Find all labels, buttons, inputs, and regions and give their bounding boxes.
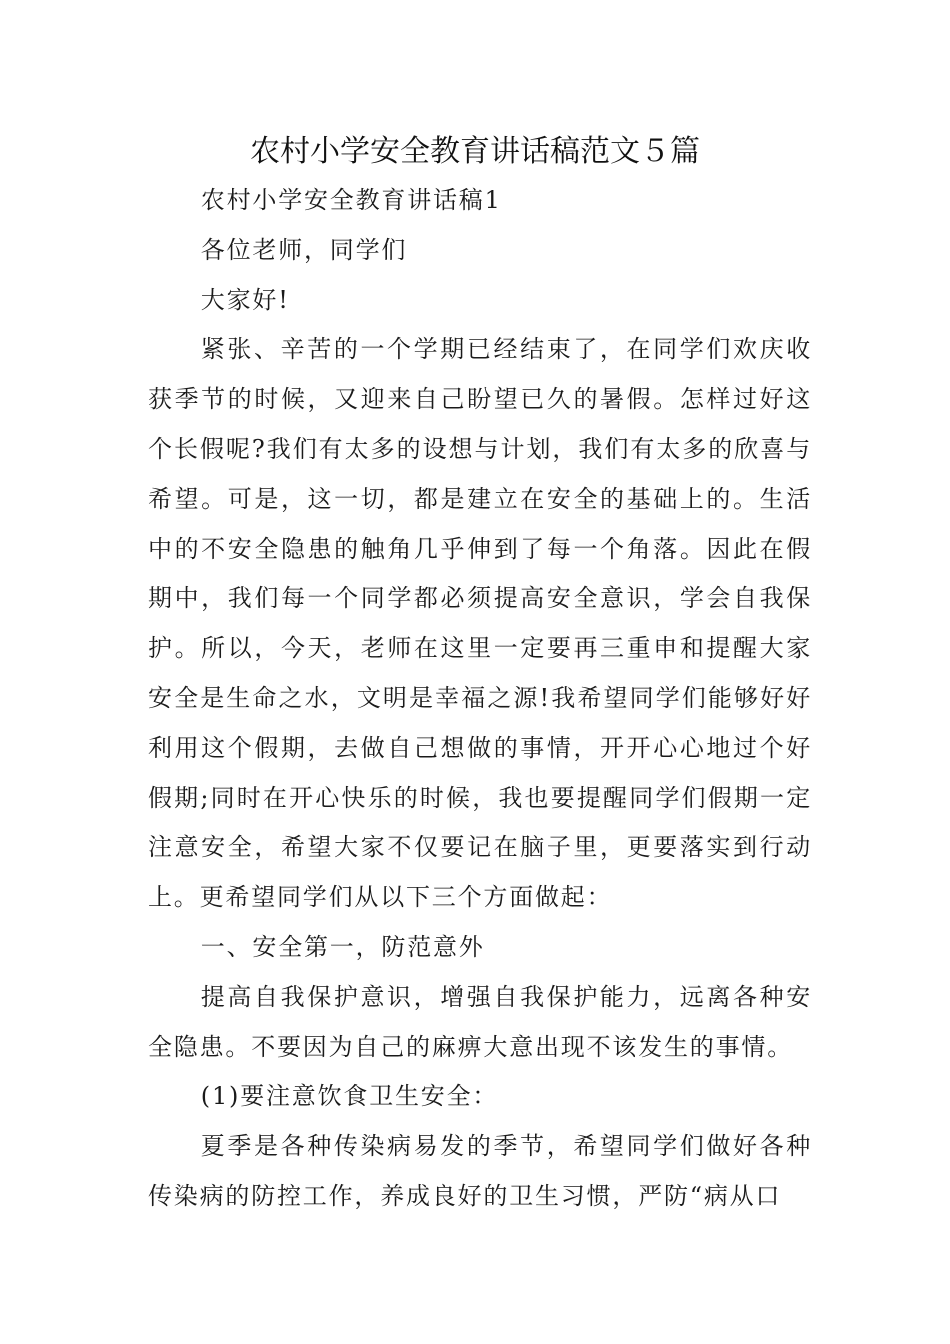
body-paragraph: 提高自我保护意识，增强自我保护能力，远离各种安全隐患。不要因为自己的麻痹大意出现不该发生的事情。 bbox=[148, 982, 812, 1061]
salutation: 各位老师，同学们 bbox=[200, 235, 408, 264]
subsection-heading: 一、安全第一，防范意外 bbox=[200, 932, 485, 961]
document-title: 农村小学安全教育讲话稿范文５篇 bbox=[250, 134, 700, 169]
greeting: 大家好! bbox=[200, 285, 290, 314]
body-paragraph: 夏季是各种传染病易发的季节，希望同学们做好各种传染病的防控工作，养成良好的卫生习惯，严防“病从口 bbox=[148, 1132, 812, 1210]
section-heading: 农村小学安全教育讲话稿1 bbox=[200, 186, 502, 214]
list-item-heading: (1)要注意饮食卫生安全： bbox=[200, 1082, 499, 1111]
body-paragraph: 紧张、辛苦的一个学期已经结束了，在同学们欢庆收获季节的时候，又迎来自己盼望已久的暑假。怎样过好这个长假呢?我们有太多的设想与计划，我们有太多的欣喜与希望。可是，这一切，都是建立在安全的基础上的。生活中的不安全隐患的触角几乎伸到了每一个角落。因此在假期中，我们每一个同学都必须提高安全意识，学会自我保护。所以，今天，老师在这里一定要再三重申和提醒大家安全是生命之水，文明是幸福之源!我希望同学们能够好好利用这个假期，去做自己想做的事情，开开心心地过个好假期;同时在开心快乐的时候，我也要提醒同学们假期一定注意安全，希望大家不仅要记在脑子里，更要落实到行动上。更希望同学们从以下三个方面做起： bbox=[148, 335, 812, 912]
document-body bbox=[148, 176, 812, 1222]
